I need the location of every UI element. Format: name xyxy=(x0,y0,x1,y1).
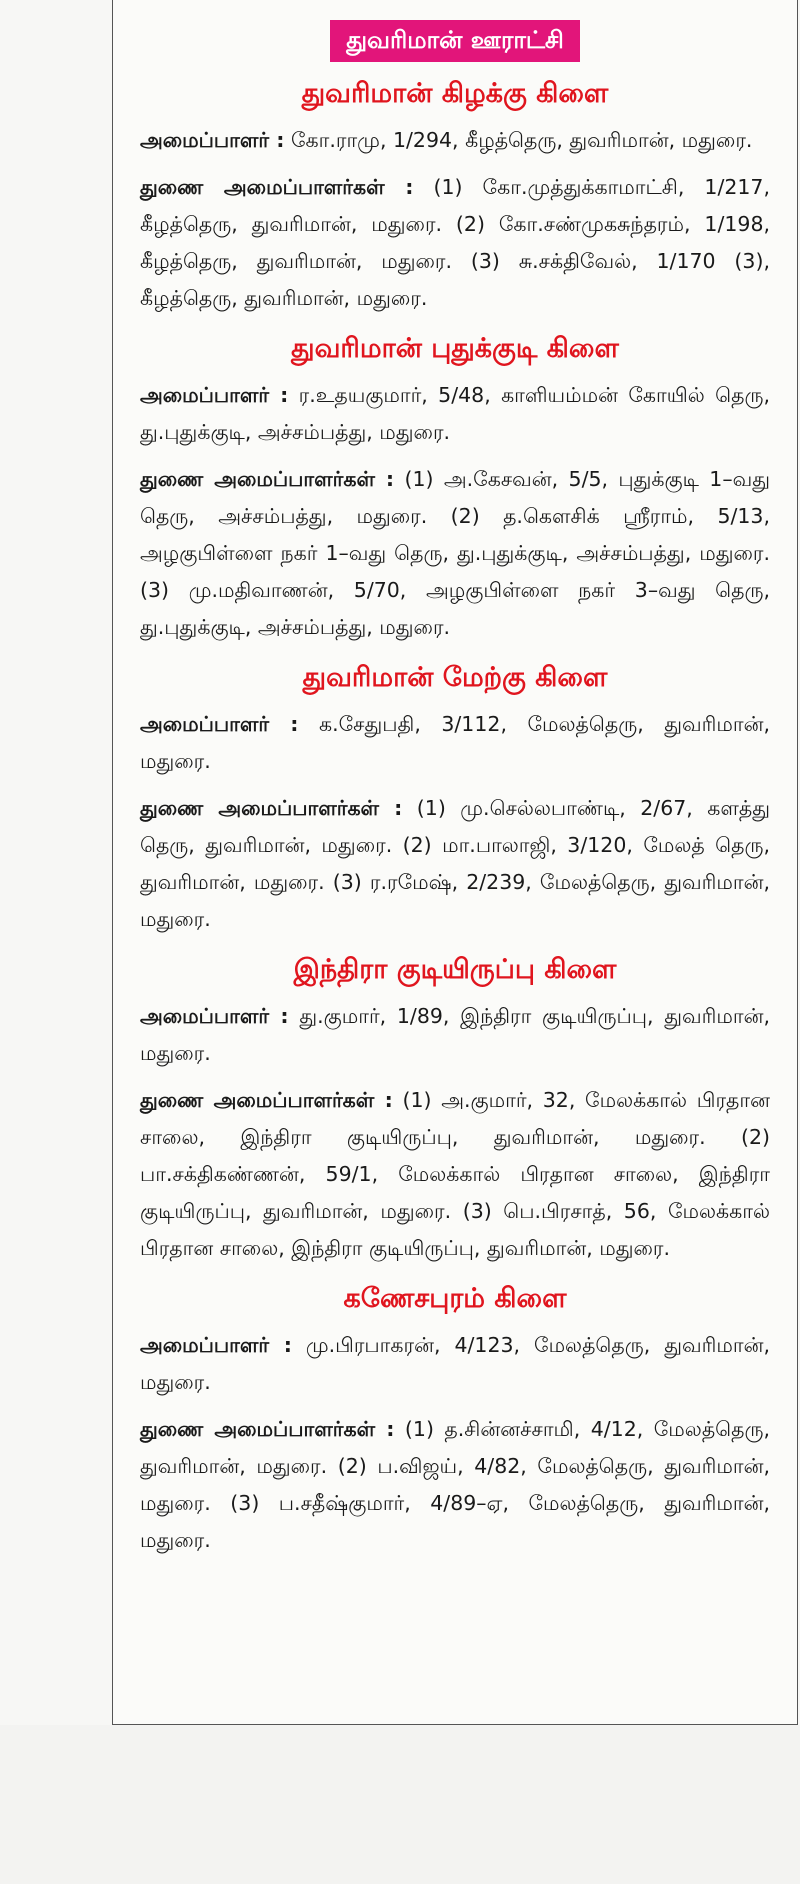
organizer-label: அமைப்பாளர் : xyxy=(140,1333,292,1357)
section-west-branch xyxy=(140,660,770,938)
organizer-text: மு.பிரபாகரன், 4/123, மேலத்தெரு, துவரிமான், மதுரை. xyxy=(140,1333,770,1394)
section-title: துவரிமான் புதுக்குடி கிளை xyxy=(291,333,619,364)
deputy-label: துணை அமைப்பாளர்கள் : xyxy=(140,175,414,199)
panchayat-banner: துவரிமான் ஊராட்சி xyxy=(330,20,580,62)
organizer-label: அமைப்பாளர் : xyxy=(140,1004,289,1028)
deputy-paragraph xyxy=(140,1411,770,1559)
organizer-label: அமைப்பாளர் : xyxy=(140,383,289,407)
deputy-label: துணை அமைப்பாளர்கள் : xyxy=(140,796,403,820)
deputy-text: (1) கோ.முத்துக்காமாட்சி, 1/217, கீழத்தெரு, துவரிமான், மதுரை. (2) கோ.சண்முகசுந்தரம், 1/198, கீழத்தெரு, துவரிமான், மதுரை. (3) சு.சக்திவேல், 1/170 (3), கீழத்தெரு, துவரிமான், மதுரை. xyxy=(140,175,770,310)
banner-wrapper xyxy=(140,20,770,62)
deputy-paragraph xyxy=(140,1082,770,1267)
organizer-text: க.சேதுபதி, 3/112, மேலத்தெரு, துவரிமான், மதுரை. xyxy=(140,712,770,773)
organizer-paragraph xyxy=(140,1327,770,1401)
section-title: துவரிமான் கிழக்கு கிளை xyxy=(301,78,609,109)
deputy-text: (1) அ.குமார், 32, மேலக்கால் பிரதான சாலை, இந்திரா குடியிருப்பு, துவரிமான், மதுரை. (2) பா.சக்திகண்ணன், 59/1, மேலக்கால் பிரதான சாலை, இந்திரா குடியிருப்பு, துவரிமான், மதுரை. (3) பெ.பிரசாத், 56, மேலக்கால் பிரதான சாலை, இந்திரா குடியிருப்பு, துவரிமான், மதுரை. xyxy=(140,1088,770,1260)
deputy-label: துணை அமைப்பாளர்கள் : xyxy=(140,1417,395,1441)
deputy-text: (1) அ.கேசவன், 5/5, புதுக்குடி 1–வது தெரு, அச்சம்பத்து, மதுரை. (2) த.கௌசிக் ஸ்ரீராம், 5/13, அழகுபிள்ளை நகர் 1–வது தெரு, து.புதுக்குடி, அச்சம்பத்து, மதுரை. (3) மு.மதிவாணன், 5/70, அழகுபிள்ளை நகர் 3–வது தெரு, து.புதுக்குடி, அச்சம்பத்து, மதுரை. xyxy=(140,467,770,639)
blank-bottom-area xyxy=(0,1725,800,1884)
section-title: கணேசபுரம் கிளை xyxy=(343,1283,567,1314)
deputy-paragraph xyxy=(140,790,770,938)
deputy-label: துணை அமைப்பாளர்கள் : xyxy=(140,467,395,491)
organizer-paragraph xyxy=(140,706,770,780)
deputy-text: (1) மு.செல்லபாண்டி, 2/67, களத்து தெரு, துவரிமான், மதுரை. (2) மா.பாலாஜி, 3/120, மேலத் தெரு, துவரிமான், மதுரை. (3) ர.ரமேஷ், 2/239, மேலத்தெரு, துவரிமான், மதுரை. xyxy=(140,796,770,931)
organizer-text: து.குமார், 1/89, இந்திரா குடியிருப்பு, துவரிமான், மதுரை. xyxy=(140,1004,770,1065)
section-pudukkudi-branch xyxy=(140,331,770,646)
section-east-branch xyxy=(140,76,770,317)
deputy-paragraph xyxy=(140,461,770,646)
deputy-label: துணை அமைப்பாளர்கள் : xyxy=(140,1088,393,1112)
article-content xyxy=(140,20,770,1569)
organizer-label: அமைப்பாளர் : xyxy=(140,712,299,736)
deputy-paragraph xyxy=(140,169,770,317)
organizer-paragraph xyxy=(140,122,770,159)
section-title: இந்திரா குடியிருப்பு கிளை xyxy=(293,954,617,985)
organizer-text: கோ.ராமு, 1/294, கீழத்தெரு, துவரிமான், மதுரை. xyxy=(290,128,753,152)
organizer-paragraph xyxy=(140,377,770,451)
organizer-label: அமைப்பாளர் : xyxy=(140,128,285,152)
section-title: துவரிமான் மேற்கு கிளை xyxy=(302,662,608,693)
organizer-text: ர.உதயகுமார், 5/48, காளியம்மன் கோயில் தெரு, து.புதுக்குடி, அச்சம்பத்து, மதுரை. xyxy=(140,383,770,444)
section-ganesapuram-branch xyxy=(140,1281,770,1559)
section-indira-branch xyxy=(140,952,770,1267)
cropped-previous-line xyxy=(140,0,740,8)
organizer-paragraph xyxy=(140,998,770,1072)
deputy-text: (1) த.சின்னச்சாமி, 4/12, மேலத்தெரு, துவரிமான், மதுரை. (2) ப.விஜய், 4/82, மேலத்தெரு, துவரிமான், மதுரை. (3) ப.சதீஷ்குமார், 4/89–ஏ, மேலத்தெரு, துவரிமான், மதுரை. xyxy=(140,1417,770,1552)
